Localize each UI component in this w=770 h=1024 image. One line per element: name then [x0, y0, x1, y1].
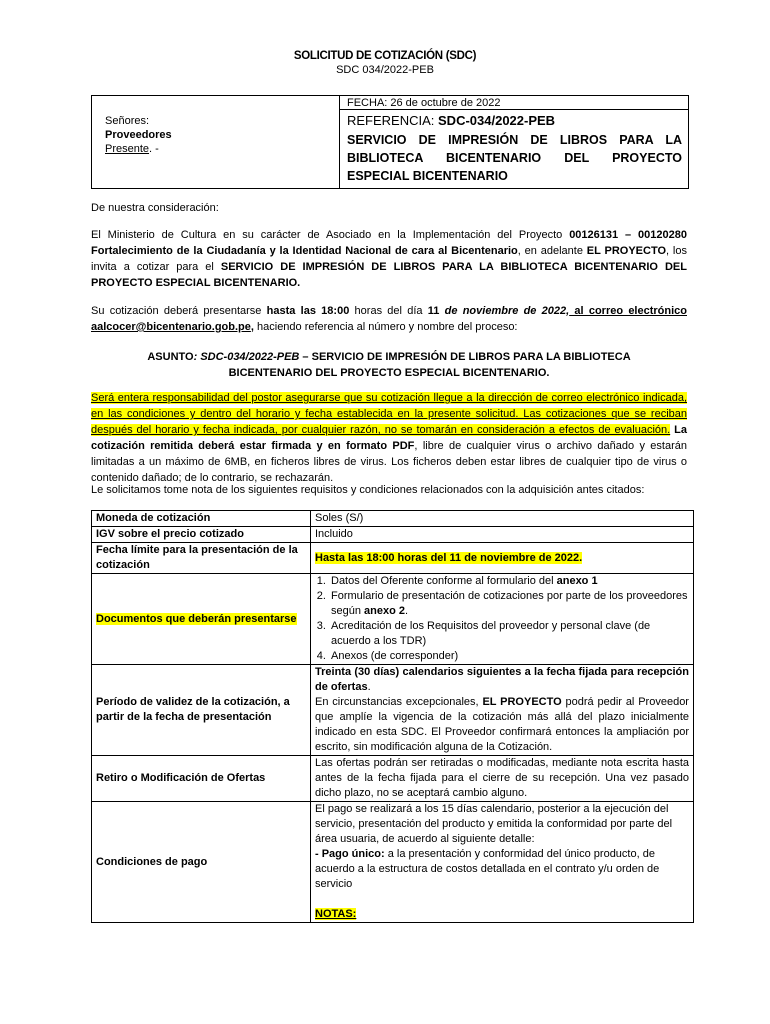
doc-annex: anexo 1: [556, 575, 598, 587]
subject-line: [91, 349, 687, 381]
row-value: [311, 665, 694, 756]
deadline-value: Hasta las 18:00 horas del 11 de noviembre de 2022.: [315, 551, 583, 564]
service-title-2: ESPECIAL BICENTENARIO: [347, 169, 508, 183]
email-comma: ,: [250, 321, 254, 333]
project-name: 00126131 – 00120280 Fortalecimiento de la Ciudadanía y la Identidad Nacional de cara al Bicentenario: [91, 229, 687, 257]
date-line: FECHA: 26 de octubre de 2022: [340, 96, 688, 110]
deadline-date: de noviembre de 2022,: [444, 305, 570, 317]
paragraph-responsibility: [91, 390, 687, 486]
list-item: [329, 589, 689, 619]
table-row: [92, 543, 694, 574]
doc-annex: anexo 2: [364, 605, 405, 617]
docs-label: Documentos que deberán presentarse: [96, 612, 297, 625]
row-value: Incluido: [311, 527, 694, 543]
greeting: De nuestra consideración:: [91, 202, 219, 214]
validity-text-2: podrá pedir al Proveedor que amplíe la vigencia de la cotización más allá del plazo inicialmente indicado en esta SDC. El Proveedor confirmará entonces la ampliación por escrito, sin modificación alguna de la Cotización.: [315, 696, 689, 753]
project-label: EL PROYECTO: [586, 245, 667, 257]
recipient-name: Proveedores: [105, 129, 172, 141]
reference-label: REFERENCIA:: [347, 113, 439, 128]
p2-text-3: haciendo referencia al número y nombre del proceso:: [253, 321, 518, 333]
doc-text: Acreditación de los Requisitos del proveedor y personal clave (de acuerdo a los TDR): [331, 620, 651, 647]
paragraph-deadline: [91, 303, 687, 335]
row-value: [311, 802, 694, 923]
validity-dot: .: [367, 681, 371, 693]
reference-cell: [340, 96, 688, 188]
email-label: al correo electrónico: [569, 305, 687, 317]
paragraph-invitation: [91, 227, 687, 291]
notes-label: NOTAS:: [315, 908, 357, 920]
table-row: [92, 756, 694, 802]
table-row: [92, 802, 694, 923]
deadline-day: 11: [427, 305, 445, 317]
row-label: Moneda de cotización: [92, 511, 311, 527]
p3-text: , libre de cualquier virus o archivo dañado y estarán limitadas a un máximo de 6MB, en ficheros libres de virus. Los ficheros deben estar libres de cualquier tipo de virus o contenido dañado; de lo contrario, se rechazarán.: [91, 440, 687, 484]
row-label: Período de validez de la cotización, a partir de la fecha de presentación: [92, 665, 311, 756]
row-label: Retiro o Modificación de Ofertas: [92, 756, 311, 802]
service-name: SERVICIO DE IMPRESIÓN DE LIBROS PARA LA BIBLIOTECA BICENTENARIO DEL PROYECTO ESPECIAL BICENTENARIO.: [91, 261, 687, 289]
p2-text-2: horas del día: [349, 305, 428, 317]
table-row: [92, 665, 694, 756]
document-code: SDC 034/2022-PEB: [336, 64, 434, 76]
doc-text-end: .: [405, 605, 409, 617]
header-box: [91, 95, 689, 189]
row-value: [311, 543, 694, 574]
list-item: [329, 619, 689, 649]
service-title: SERVICIO DE IMPRESIÓN DE LIBROS PARA LA BIBLIOTECA BICENTENARIO DEL PROYECTO: [347, 133, 682, 165]
email-link[interactable]: aalcocer@bicentenario.gob.pe: [91, 321, 251, 333]
validity-project: EL PROYECTO: [482, 696, 562, 708]
table-row: [92, 511, 694, 527]
row-value: [311, 574, 694, 665]
reference-line: [347, 113, 555, 129]
salutation: Señores:: [105, 115, 150, 127]
paragraph-requirements-intro: Le solicitamos tome nota de los siguientes requisitos y condiciones relacionados con la adquisición antes citados:: [91, 484, 645, 496]
payment-text-2: a la presentación y conformidad del único producto, de acuerdo a la estructura de costos detallada en el contrato y/u orden de servicio: [315, 848, 660, 890]
doc-text: Formulario de presentación de cotizaciones por parte de los proveedores según: [331, 590, 688, 617]
row-label: Fecha límite para la presentación de la cotización: [92, 543, 311, 574]
p1-text-3: , los invita a cotizar para el: [91, 245, 687, 273]
present-suffix: . -: [149, 143, 159, 155]
present-line: [105, 142, 172, 156]
row-value: Soles (S/): [311, 511, 694, 527]
table-row: [92, 574, 694, 665]
validity-period: Treinta (30 días) calendarios siguientes a la fecha fijada para recepción de ofertas: [315, 666, 689, 693]
p1-text: El Ministerio de Cultura en su carácter de Asociado en la Implementación del Proyecto: [91, 229, 570, 241]
deadline-hour: hasta las 18:00: [266, 305, 350, 317]
doc-text: Anexos (de corresponder): [331, 650, 459, 662]
p2-text: Su cotización deberá presentarse: [91, 305, 267, 317]
reference-code: SDC-034/2022-PEB: [438, 113, 556, 128]
docs-list: [315, 574, 689, 664]
payment-single: - Pago único:: [315, 848, 385, 860]
row-value: Las ofertas podrán ser retiradas o modificadas, mediante nota escrita hasta antes de la fecha fijada para el cierre de su recepción. Una vez pasado dicho plazo, no se aceptará cambio alguno.: [311, 756, 694, 802]
subject-label: ASUNTO: [147, 351, 194, 363]
row-label: [92, 574, 311, 665]
document-title: SOLICITUD DE COTIZACIÓN (SDC): [293, 50, 477, 62]
validity-text: En circunstancias excepcionales,: [315, 696, 483, 708]
doc-text: Datos del Oferente conforme al formulario del: [331, 575, 557, 587]
list-item: [329, 574, 689, 589]
table-row: [92, 527, 694, 543]
recipient-cell: [92, 96, 340, 188]
row-label: Condiciones de pago: [92, 802, 311, 923]
responsibility-highlight: Será entera responsabilidad del postor asegurarse que su cotización llegue a la dirección de correo electrónico indicada, en las condiciones y dentro del horario y fecha establecida en la presente solicitud. Las cotizaciones que se reciban después del horario y fecha indicada, por cualquier razón, no se tomarán en consideración a efectos de evaluación.: [91, 392, 687, 436]
present-label: Presente: [105, 143, 150, 155]
row-label: IGV sobre el precio cotizado: [92, 527, 311, 543]
signed-pdf-requirement: La cotización remitida deberá estar firmada y en formato PDF: [91, 424, 687, 452]
payment-text: El pago se realizará a los 15 días calendario, posterior a la ejecución del servicio, presentación del producto y emitida la conformidad por parte del área usuaria, de acuerdo al siguiente detalle:: [315, 803, 673, 845]
requirements-table: [91, 510, 694, 923]
p1-text-2: , en adelante: [517, 245, 587, 257]
list-item: [329, 649, 689, 664]
subject-code: : SDC-034/2022-PEB: [193, 351, 300, 363]
subject-text: – SERVICIO DE IMPRESIÓN DE LIBROS PARA LA BIBLIOTECA BICENTENARIO DEL PROYECTO ESPECIAL BICENTENARIO.: [228, 351, 631, 379]
